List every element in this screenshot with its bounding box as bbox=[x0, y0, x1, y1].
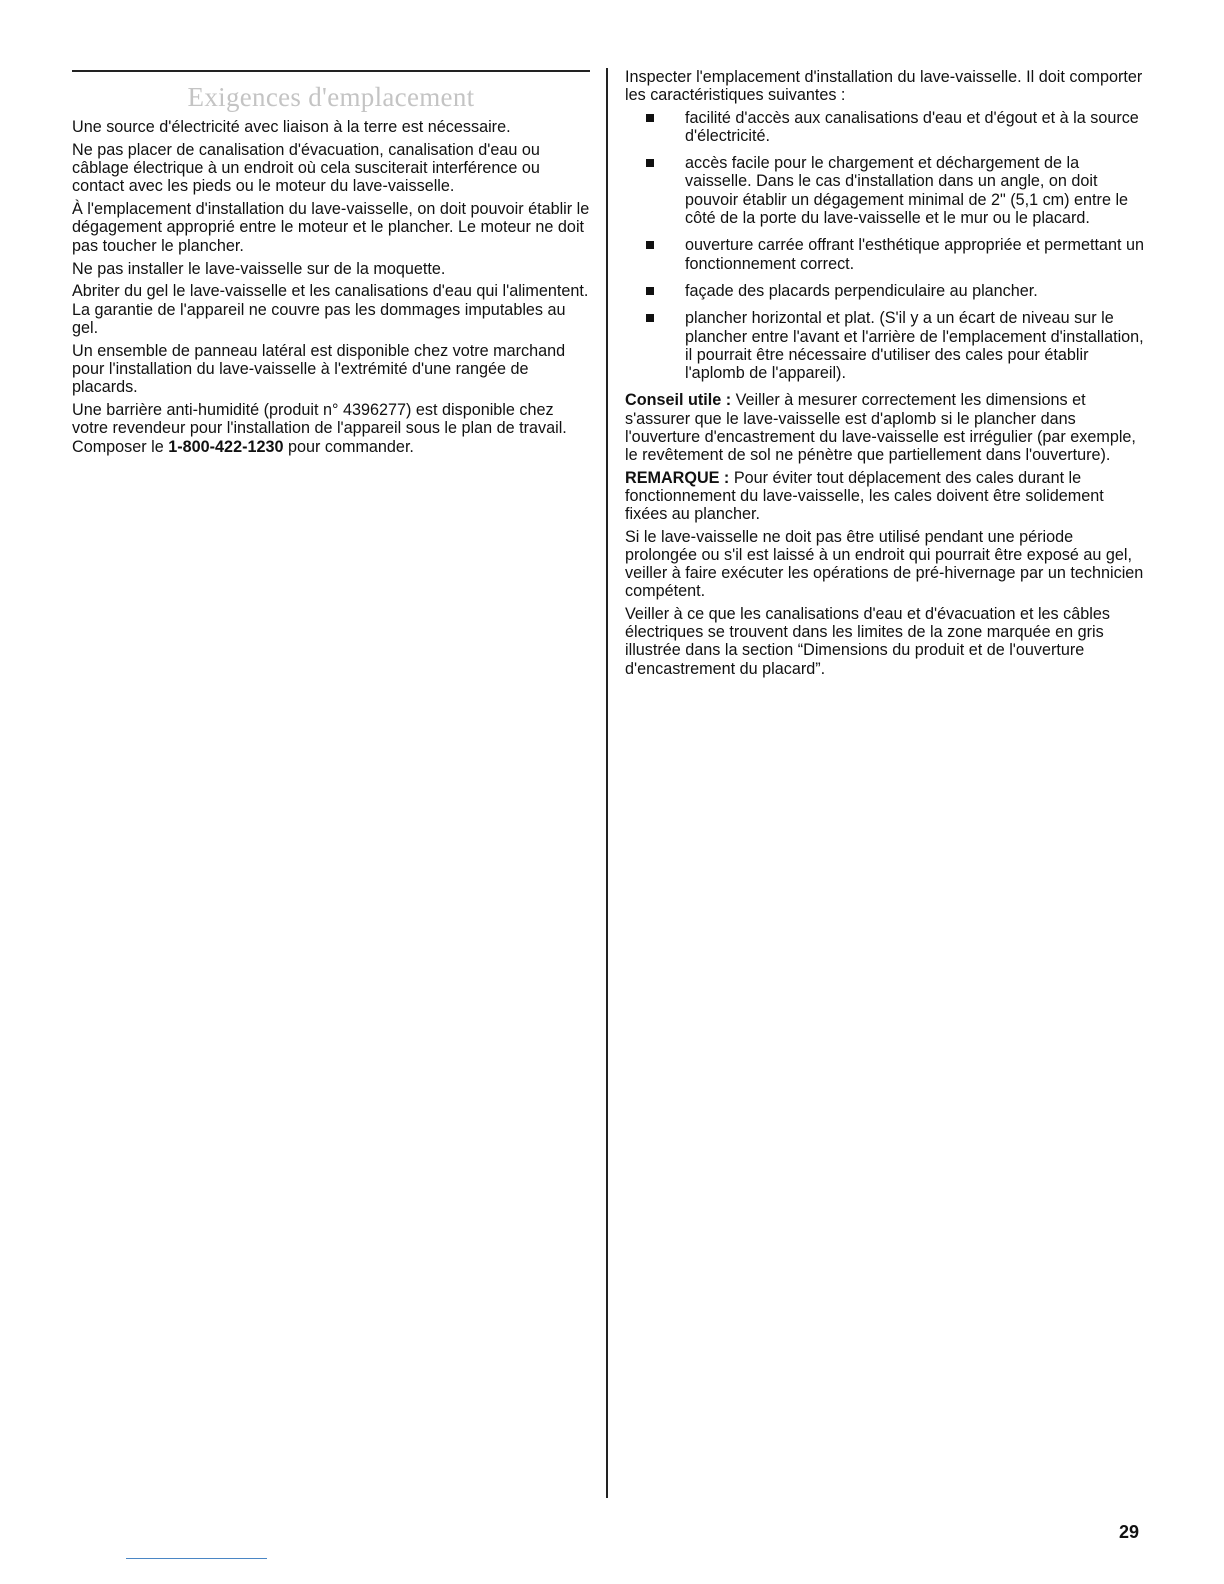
bullet-square-icon bbox=[646, 114, 654, 122]
intro-paragraph: Inspecter l'emplacement d'installation du lave-vaisselle. Il doit comporter les caractéristiques suivantes : bbox=[625, 68, 1143, 105]
list-item bbox=[625, 309, 1145, 382]
paragraph: Ne pas installer le lave-vaisselle sur de la moquette. bbox=[72, 259, 446, 278]
note-label: REMARQUE : bbox=[625, 468, 730, 487]
paragraph: Abriter du gel le lave-vaisselle et les canalisations d'eau qui l'alimentent. La garantie de l'appareil ne couvre pas les dommages imputables au gel. bbox=[72, 282, 589, 337]
phone-number: 1-800-422-1230 bbox=[168, 437, 284, 456]
list-item-text: ouverture carrée offrant l'esthétique appropriée et permettant un fonctionnement correct. bbox=[685, 236, 1145, 273]
paragraph: À l'emplacement d'installation du lave-vaisselle, on doit pouvoir établir le dégagement approprié entre le moteur et le plancher. Le moteur ne doit pas toucher le plancher. bbox=[72, 200, 590, 255]
note-paragraph bbox=[625, 469, 1145, 524]
bullet-square-icon bbox=[646, 314, 654, 322]
bullet-square-icon bbox=[646, 241, 654, 249]
list-item-text: plancher horizontal et plat. (S'il y a un écart de niveau sur le plancher entre l'avant et l'arrière de l'emplacement d'installation, il pourrait être nécessaire d'utiliser des cales pour établir l'aplomb de l'appareil). bbox=[685, 309, 1144, 383]
column-divider bbox=[606, 68, 608, 1498]
left-column bbox=[72, 70, 590, 461]
tip-paragraph bbox=[625, 391, 1145, 464]
paragraph: Un ensemble de panneau latéral est disponible chez votre marchand pour l'installation du lave-vaisselle à l'extrémité d'une rangée de placards. bbox=[72, 341, 566, 397]
bullet-square-icon bbox=[646, 287, 654, 295]
paragraph-vapor-barrier bbox=[72, 401, 590, 456]
list-item bbox=[625, 109, 1145, 146]
tip-label: Conseil utile : bbox=[625, 391, 732, 410]
section-rule bbox=[72, 70, 590, 72]
list-item bbox=[625, 236, 1145, 273]
requirements-list bbox=[625, 109, 1145, 383]
paragraph: Une source d'électricité avec liaison à la terre est nécessaire. bbox=[72, 118, 511, 136]
right-column bbox=[625, 68, 1145, 682]
text: pour commander. bbox=[283, 437, 414, 456]
list-item bbox=[625, 154, 1145, 227]
paragraph: Ne pas placer de canalisation d'évacuation, canalisation d'eau ou câblage électrique à un endroit où cela susciterait interférence ou contact avec les pieds ou le moteur du lave-vaisselle. bbox=[72, 140, 540, 196]
bullet-square-icon bbox=[646, 159, 654, 167]
paragraph: Veiller à ce que les canalisations d'eau et d'évacuation et les câbles électriques se trouvent dans les limites de la zone marquée en gris illustrée dans la section “Dimensions du produit et de l'ouverture d'encastrement du placard”. bbox=[625, 604, 1110, 678]
footer-rule bbox=[126, 1558, 267, 1559]
section-title: Exigences d'emplacement bbox=[187, 82, 475, 112]
list-item-text: accès facile pour le chargement et déchargement de la vaisselle. Dans le cas d'installation dans un angle, on doit pouvoir établir un dégagement minimal de 2" (5,1 cm) entre le côté de la porte du lave-vaisselle et le mur ou le placard. bbox=[685, 154, 1129, 228]
tip-text: Veiller à mesurer correctement les dimensions et s'assurer que le lave-vaisselle est d'aplomb si le plancher dans l'ouverture d'encastrement du lave-vaisselle est irrégulier (par exemple, le revêtement de sol ne pénètre que partiellement dans l'ouverture). bbox=[625, 391, 1136, 465]
list-item bbox=[625, 282, 1145, 300]
page-number: 29 bbox=[1119, 1522, 1140, 1542]
note-text: Pour éviter tout déplacement des cales durant le fonctionnement du lave-vaisselle, les cales doivent être solidement fixées au plancher. bbox=[625, 468, 1104, 524]
list-item-text: façade des placards perpendiculaire au plancher. bbox=[685, 281, 1038, 300]
text: Une barrière anti-humidité (produit n° 4396277) est disponible chez votre revendeur pour l'installation de l'appareil sous le plan de travail. Composer le bbox=[72, 401, 567, 456]
list-item-text: facilité d'accès aux canalisations d'eau et d'égout et à la source d'électricité. bbox=[685, 108, 1139, 145]
paragraph: Si le lave-vaisselle ne doit pas être utilisé pendant une période prolongée ou s'il est laissé à un endroit qui pourrait être exposé au gel, veiller à faire exécuter les opérations de pré-hivernage par un technicien compétent. bbox=[625, 527, 1144, 601]
